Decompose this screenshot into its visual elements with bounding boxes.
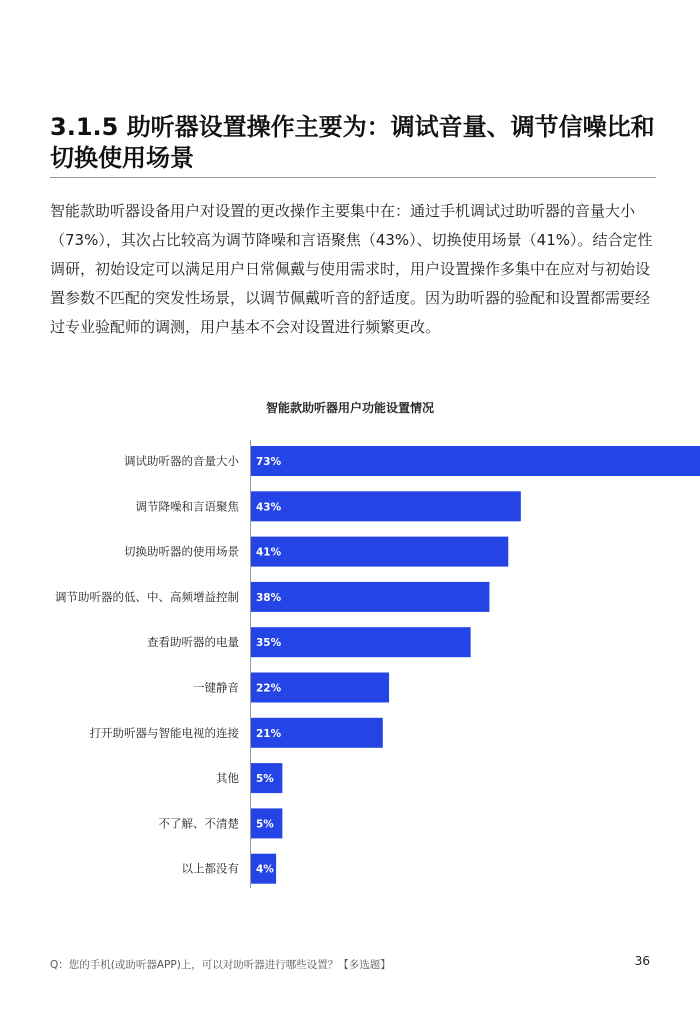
category-label: 打开助听器与智能电视的连接 [89, 725, 239, 740]
data-label: 21% [256, 727, 282, 740]
footer-question: Q：您的手机(或助听器APP)上，可以对助听器进行哪些设置？【多选题】 [50, 959, 391, 971]
data-label: 41% [256, 546, 282, 559]
bar [251, 627, 471, 657]
category-label: 调节助听器的低、中、高频增益控制 [55, 589, 239, 604]
bar [251, 582, 489, 612]
category-label: 其他 [216, 771, 239, 786]
category-label: 一键静音 [193, 680, 239, 695]
data-label: 73% [256, 456, 282, 468]
data-label: 5% [256, 818, 274, 831]
section-heading: 3.1.5 助听器设置操作主要为：调试音量、调节信噪比和切换使用场景 [50, 113, 655, 172]
chart-title: 智能款助听器用户功能设置情况 [265, 401, 435, 415]
category-label: 调节降噪和言语聚焦 [135, 499, 239, 514]
category-label: 调试助听器的音量大小 [124, 454, 239, 468]
data-label: 35% [256, 637, 282, 650]
bar [251, 537, 508, 567]
bar [251, 446, 700, 476]
category-label: 以上都没有 [181, 861, 239, 876]
data-label: 22% [256, 682, 282, 695]
bar [251, 491, 521, 521]
category-label: 不了解、不清楚 [158, 816, 239, 831]
data-label: 4% [256, 863, 274, 876]
bar-chart [0, 390, 700, 910]
category-label: 切换助听器的使用场景 [124, 544, 239, 559]
heading-divider [50, 177, 656, 178]
body-paragraph: 智能款助听器设备用户对设置的更改操作主要集中在：通过手机调试过助听器的音量大小（73%），其次占比较高为调节降噪和言语聚焦（43%）、切换使用场景（41%）。结合定性调研，初始设定可以满足用户日常佩戴与使用需求时，用户设置操作多集中在应对与初始设置参数不匹配的突发性场景，以调节佩戴听音的舒适度。因为助听器的验配和设置都需要经过专业验配师的调测，用户基本不会对设置进行频繁更改。 [50, 202, 653, 336]
page-number: 36 [634, 954, 650, 968]
data-label: 43% [256, 501, 282, 514]
category-label: 查看助听器的电量 [147, 635, 239, 650]
data-label: 38% [256, 591, 282, 604]
data-label: 5% [256, 773, 274, 786]
